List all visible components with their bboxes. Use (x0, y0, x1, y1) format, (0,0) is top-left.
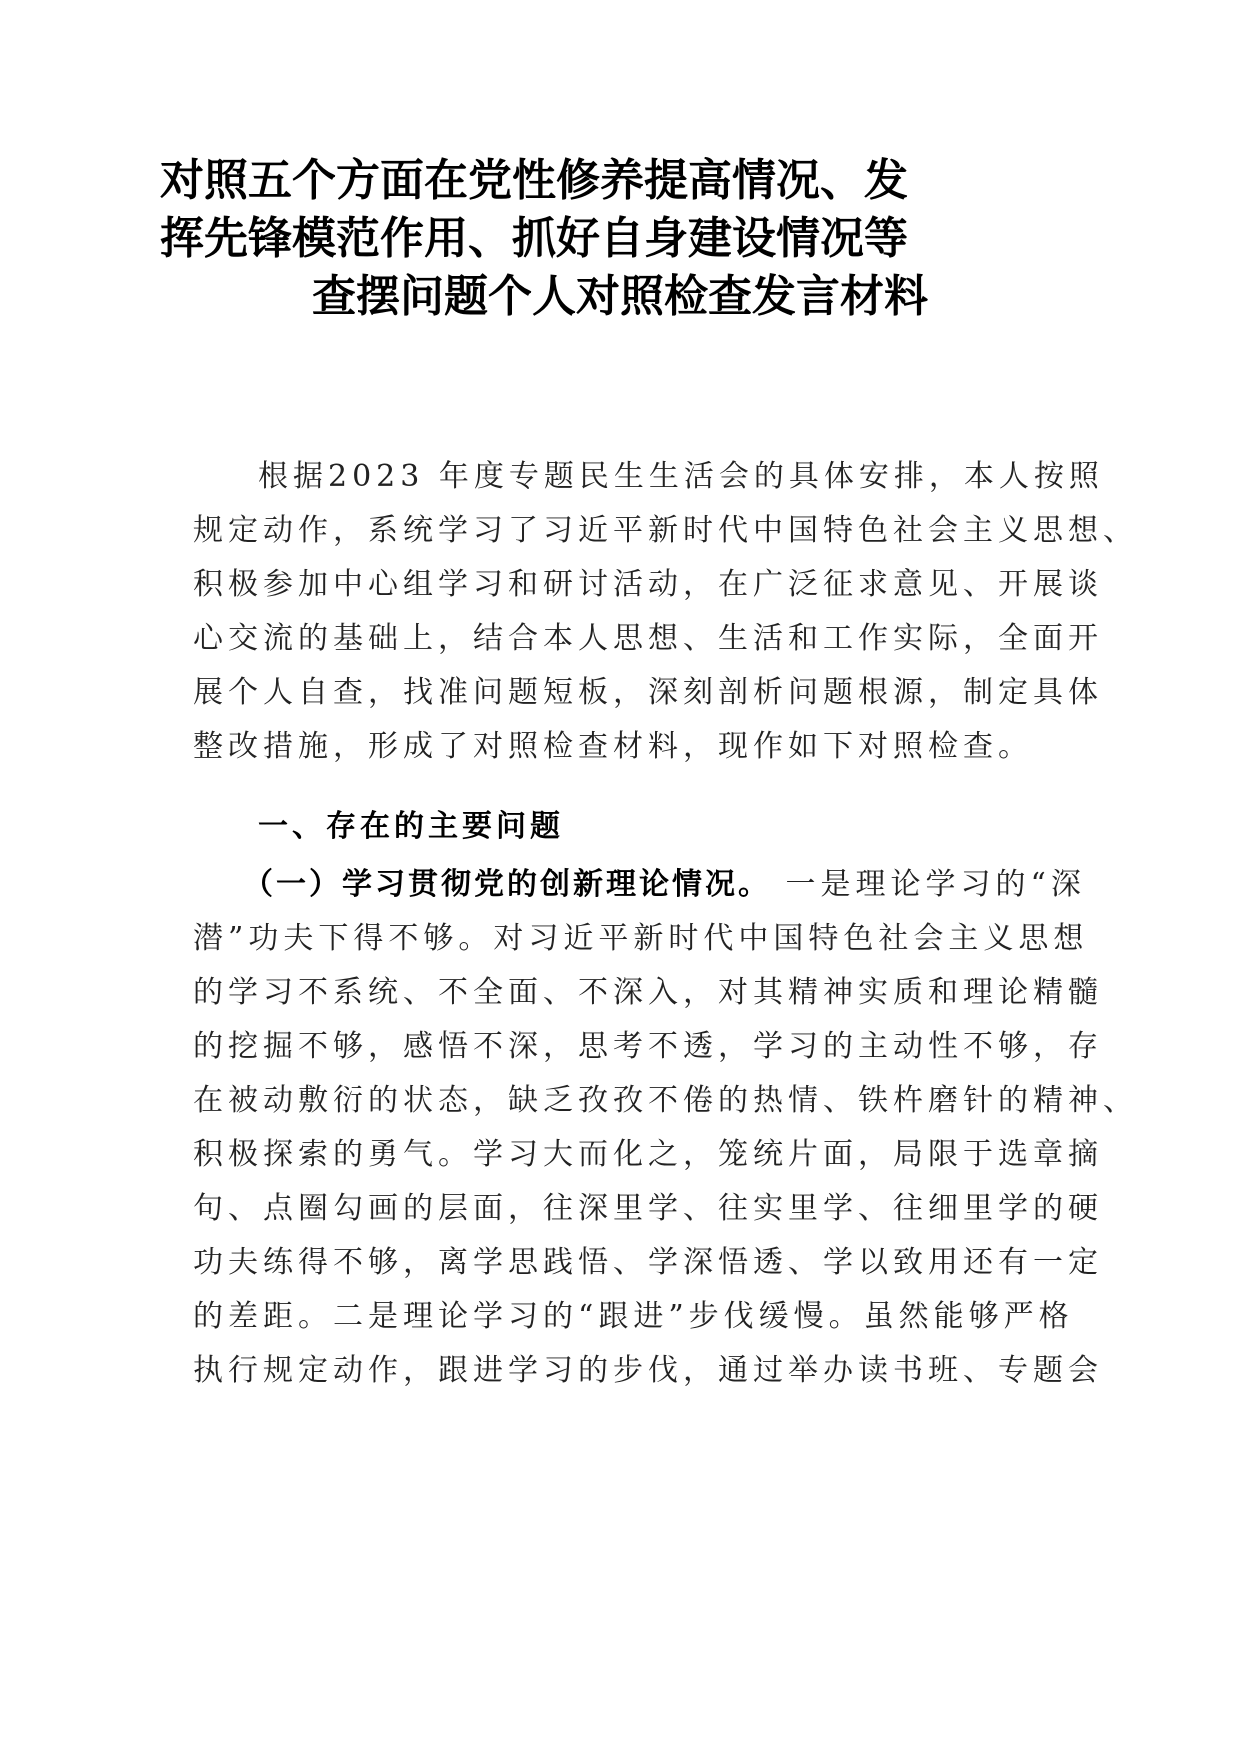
subsection-line: 的学习不系统、不全面、不深入，对其精神实质和理论精髓 (193, 975, 1103, 1010)
subsection-line: 积极探索的勇气。学习大而化之，笼统片面，局限于选章摘 (193, 1137, 1103, 1172)
document-title (160, 152, 1080, 326)
title-line-1: 对照五个方面在党性修养提高情况、发 (160, 155, 908, 206)
title-line-2: 挥先锋模范作用、抓好自身建设情况等 (160, 213, 908, 264)
intro-line: 展个人自查，找准问题短板，深刻剖析问题根源，制定具体 (193, 675, 1103, 710)
section-heading: 一、存在的主要问题 (258, 809, 564, 844)
subsection-line: 在被动敷衍的状态，缺乏孜孜不倦的热情、铁杵磨针的精神、 (193, 1083, 1138, 1118)
intro-line: 整改措施，形成了对照检查材料，现作如下对照检查。 (193, 729, 1033, 764)
subsection-first-line (193, 858, 1086, 912)
subsection-paragraph (193, 858, 1138, 1398)
intro-line: 根据2023 年度专题民生生活会的具体安排，本人按照 (258, 459, 1104, 494)
subsection-line: 功夫练得不够，离学思践悟、学深悟透、学以致用还有一定 (193, 1245, 1103, 1280)
intro-line: 心交流的基础上，结合本人思想、生活和工作实际，全面开 (193, 621, 1103, 656)
intro-line: 积极参加中心组学习和研讨活动，在广泛征求意见、开展谈 (193, 567, 1103, 602)
intro-line: 规定动作，系统学习了习近平新时代中国特色社会主义思想、 (193, 513, 1138, 548)
intro-paragraph (193, 450, 1138, 774)
subsection-heading: （一）学习贯彻党的创新理论情况。 (243, 867, 771, 902)
subsection-line: 的挖掘不够，感悟不深，思考不透，学习的主动性不够，存 (193, 1029, 1103, 1064)
subsection-line: 的差距。二是理论学习的“跟进”步伐缓慢。虽然能够严格 (193, 1299, 1074, 1334)
subsection-first-line-text: 一是理论学习的“深 (771, 867, 1086, 902)
subsection-line: 执行规定动作，跟进学习的步伐，通过举办读书班、专题会 (193, 1353, 1103, 1388)
title-line-3: 查摆问题个人对照检查发言材料 (312, 271, 928, 322)
subsection-line: 潜”功夫下得不够。对习近平新时代中国特色社会主义思想 (193, 921, 1089, 956)
subsection-line: 句、点圈勾画的层面，往深里学、往实里学、往细里学的硬 (193, 1191, 1103, 1226)
